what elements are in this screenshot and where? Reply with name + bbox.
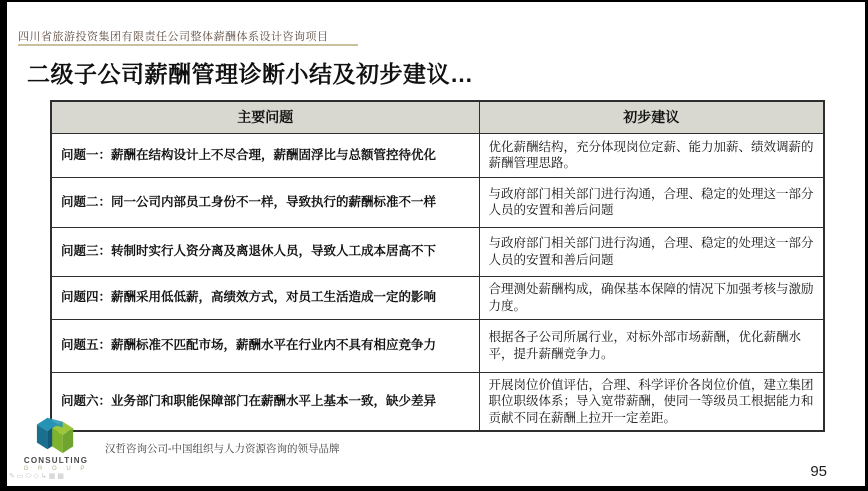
problem-cell: 问题五：薪酬标准不匹配市场，薪酬水平在行业内不具有相应竞争力 — [51, 319, 479, 372]
suggestion-cell: 根据各子公司所属行业，对标外部市场薪酬，优化薪酬水平，提升薪酬竞争力。 — [479, 319, 824, 372]
problem-cell: 问题二：同一公司内部员工身份不一样，导致执行的薪酬标准不一样 — [51, 177, 479, 227]
pencil-icon[interactable]: ✎ — [9, 473, 15, 480]
cursor-icon[interactable]: ↳ — [40, 473, 47, 480]
slide-title: 二级子公司薪酬管理诊断小结及初步建议… — [27, 61, 474, 87]
mini-drawing-toolbar — [9, 473, 64, 480]
table-row — [51, 276, 824, 319]
problem-cell: 问题六：业务部门和职能保障部门在薪酬水平上基本一致，缺少差异 — [51, 372, 479, 431]
footer-tagline: 汉哲咨询公司-中国组织与人力资源咨询的领导品牌 — [105, 443, 340, 455]
logo-cube-icon — [32, 413, 80, 455]
logo-group-text: G R O U P — [23, 466, 89, 472]
suggestion-cell: 开展岗位价值评估，合理、科学评价各岗位价值，建立集团职位职级体系；导入宽带薪酬，使同一等级员工根据能力和贡献不同在薪酬上拉开一定差距。 — [479, 372, 824, 431]
suggestion-cell: 与政府部门相关部门进行沟通，合理、稳定的处理这一部分人员的安置和善后问题 — [479, 177, 824, 227]
column-header-suggestions: 初步建议 — [479, 101, 824, 133]
column-header-problems: 主要问题 — [51, 101, 479, 133]
table-row — [51, 177, 824, 227]
problem-cell: 问题一：薪酬在结构设计上不尽合理，薪酬固浮比与总额管控待优化 — [51, 133, 479, 177]
table-row — [51, 133, 824, 177]
table-row — [51, 227, 824, 276]
project-header-text: 四川省旅游投资集团有限责任公司整体薪酬体系设计咨询项目 — [18, 31, 329, 43]
logo-consulting-text: CONSULTING — [23, 456, 89, 465]
shape-oval-icon[interactable]: ⬭ — [25, 473, 32, 480]
footer — [25, 413, 340, 472]
table-header-row — [51, 101, 824, 133]
diagnosis-table — [50, 100, 825, 432]
suggestion-cell: 优化薪酬结构，充分体现岗位定薪、能力加薪、绩效调薪的薪酬管理思路。 — [479, 133, 824, 177]
suggestion-cell: 与政府部门相关部门进行沟通，合理、稳定的处理这一部分人员的安置和善后问题 — [479, 227, 824, 276]
problem-cell: 问题三：转制时实行人资分离及离退休人员，导致人工成本居高不下 — [51, 227, 479, 276]
page-number: 95 — [810, 463, 827, 480]
shape-square-icon[interactable]: ▭ — [16, 473, 24, 480]
shape-diamond-icon[interactable]: ◇ — [33, 473, 39, 480]
table-row — [51, 319, 824, 372]
header-divider-line — [18, 44, 358, 46]
suggestion-cell: 合理测处薪酬构成，确保基本保障的情况下加强考核与激励力度。 — [479, 276, 824, 319]
company-logo — [25, 413, 87, 472]
slide-canvas — [7, 2, 865, 486]
problem-cell: 问题四：薪酬采用低低薪，高绩效方式，对员工生活造成一定的影响 — [51, 276, 479, 319]
grid-icon[interactable]: ▩ — [57, 473, 64, 480]
fill-icon[interactable]: ▦ — [48, 473, 56, 480]
